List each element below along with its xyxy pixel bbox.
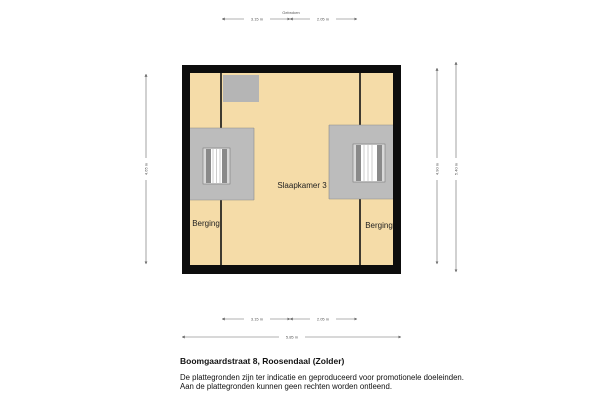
chimney-block <box>223 75 259 102</box>
window-right <box>353 144 385 182</box>
bottom-dimension <box>182 316 401 340</box>
window-left <box>203 148 230 184</box>
room-label-slaapkamer: Slaapkamer 3 <box>277 181 327 190</box>
dimension-label-right-inner: 4.90 m <box>434 162 440 176</box>
dimension-label-bottom-total: 5.85 m <box>285 334 299 340</box>
dimension-label-bottom-right: 2.05 m <box>316 316 330 322</box>
dimension-label-left: 4.65 m <box>143 162 149 176</box>
dimension-label-scale: Gebroken <box>282 10 300 15</box>
dimension-label-right-outer: 5.40 m <box>453 162 459 176</box>
property-address: Boomgaardstraat 8, Roosendaal (Zolder) <box>180 356 345 366</box>
top-dimension <box>222 10 357 22</box>
dimension-label-top-right: 2.05 m <box>316 16 330 22</box>
dimension-label-bottom-left: 3.15 m <box>250 316 264 322</box>
room-label-berging-left: Berging <box>192 219 220 228</box>
disclaimer-line-1: De plattegronden zijn ter indicatie en geproduceerd voor promotionele doeleinden. <box>180 373 464 382</box>
room-label-berging-right: Berging <box>365 221 393 230</box>
right-dimension <box>432 62 461 272</box>
dormer-right <box>329 125 393 199</box>
dormer-left <box>190 128 254 200</box>
dimension-label-top-left: 3.15 m <box>250 16 264 22</box>
disclaimer-line-2: Aan de plattegronden kunnen geen rechten worden ontleend. <box>180 382 392 391</box>
left-dimension <box>141 74 151 264</box>
